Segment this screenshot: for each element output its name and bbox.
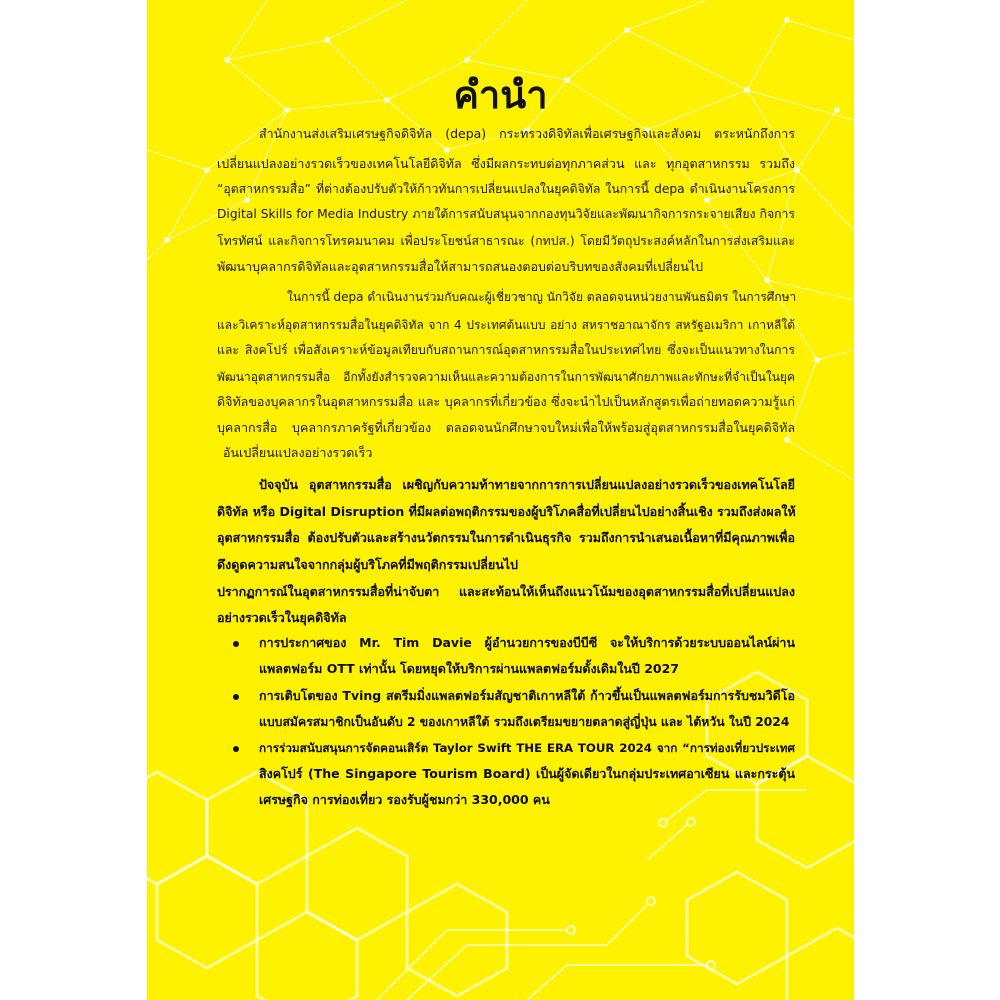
document-page	[147, 0, 854, 1000]
text-line: ดึงดูดความสนใจจากกลุ่มผู้บริโภคที่มีพฤติกรรมเปลี่ยนไป	[217, 557, 518, 572]
text-line: “อุตสาหกรรมสื่อ” ที่ต่างต้องปรับตัวให้ก้าวทันการเปลี่ยนแปลงในยุคดิจิทัล ในการนี้ depa ดำเนินงานโครงการ	[217, 182, 795, 196]
text-line: ดิจิทัล หรือ Digital Disruption ที่มีผลต่อพฤติกรรมของผู้บริโภคสื่อที่เปลี่ยนไปอย่างสิ้นเชิง รวมถึงส่งผลให้	[217, 504, 796, 519]
page-title: คำนำ	[453, 73, 548, 117]
text-line: เศรษฐกิจ การท่องเที่ยว รองรับผู้ชมกว่า 330,000 คน	[259, 792, 550, 807]
text-line: การร่วมสนับสนุนการจัดคอนเสิร์ต Taylor Swift THE ERA TOUR 2024 จาก “การท่องเที่ยวประเทศ	[259, 741, 795, 755]
text-line: ปรากฏการณ์ในอุตสาหกรรมสื่อที่น่าจับตา และสะท้อนให้เห็นถึงแนวโน้มของอุตสาหกรรมสื่อที่เปลี่ยนแปลง	[217, 584, 795, 599]
text-line: แพลตฟอร์ม OTT เท่านั้น โดยหยุดให้บริการผ่านแพลตฟอร์มดั้งเดิมในปี 2027	[259, 661, 680, 676]
text-line: ดิจิทัลของบุคลากรในอุตสาหกรรมสื่อ และ บุคลากรที่เกี่ยวข้อง ซึ่งจะนำไปเป็นหลักสูตรเพื่อถ่ายทอดความรู้แก่	[217, 394, 795, 409]
text-line: อันเปลี่ยนแปลงอย่างรวดเร็ว	[223, 445, 373, 460]
text-line: สิงคโปร์ (The Singapore Tourism Board) เป็นผู้จัดเดียวในกลุ่มประเทศอาเซียน และกระตุ้น	[259, 766, 795, 781]
text-line: ปัจจุบัน อุตสาหกรรมสื่อ เผชิญกับความท้าทายจากการการเปลี่ยนแปลงอย่างรวดเร็วของเทคโนโลยี	[259, 477, 795, 492]
text-line: ในการนี้ depa ดำเนินงานร่วมกับคณะผู้เชี่ยวชาญ นักวิจัย ตลอดจนหน่วยงานพันธมิตร ในการศึกษา	[287, 290, 797, 304]
text-line: อย่างรวดเร็วในยุคดิจิทัล	[217, 610, 347, 625]
bullet-icon	[233, 694, 239, 700]
text-line: การเติบโตของ Tving สตรีมมิ่งแพลตฟอร์มสัญชาติเกาหลีใต้ ก้าวขึ้นเป็นแพลตฟอร์มการรับชมวิดีโอ	[259, 688, 795, 703]
document-content	[147, 0, 854, 1000]
text-line: พัฒนาบุคลากรดิจิทัลและอุตสาหกรรมสื่อให้สามารถสนองตอบต่อบริบทของสังคมที่เปลี่ยนไป	[217, 259, 704, 274]
text-line: อุตสาหกรรมสื่อ ต้องปรับตัวและสร้างนวัตกรรมในการดำเนินธุรกิจ รวมถึงการนำเสนอเนื้อหาที่มีคุณภาพเพื่อ	[217, 530, 795, 545]
text-line: แบบสมัครสมาชิกเป็นอันดับ 2 ของเกาหลีใต้ รวมถึงเตรียมขยายตลาดสู่ญี่ปุ่น และ ไต้หวัน ในปี 2024	[259, 715, 790, 729]
text-line: สำนักงานส่งเสริมเศรษฐกิจดิจิทัล (depa) กระทรวงดิจิทัลเพื่อเศรษฐกิจและสังคม ตระหนักถึงการ	[259, 126, 795, 141]
bullet-icon	[233, 746, 239, 752]
bullet-icon	[233, 641, 239, 647]
text-line: บุคลากรสื่อ บุคลากรภาครัฐที่เกี่ยวข้อง ตลอดจนนักศึกษาจบใหม่เพื่อให้พร้อมสู่อุตสาหกรรมสื่อในยุคดิจิทัล	[217, 420, 795, 435]
text-line: และ สิงคโปร์ เพื่อสังเคราะห์ข้อมูลเทียบกับสถานการณ์อุตสาหกรรมสื่อในประเทศไทย ซึ่งจะเป็นแนวทางในการ	[217, 343, 795, 357]
text-line: เปลี่ยนแปลงอย่างรวดเร็วของเทคโนโลยีดิจิทัล ซึ่งมีผลกระทบต่อทุกภาคส่วน และ ทุกอุตสาหกรรม รวมถึง	[217, 156, 795, 171]
text-line: พัฒนาอุตสาหกรรมสื่อ อีกทั้งยังสำรวจความเห็นและความต้องการในการพัฒนาศักยภาพและทักษะที่จำเป็นในยุค	[217, 370, 795, 384]
text-line: การประกาศของ Mr. Tim Davie ผู้อำนวยการของบีบีซี จะให้บริการด้วยระบบออนไลน์ผ่าน	[259, 635, 795, 650]
text-line: และวิเคราะห์อุตสาหกรรมสื่อในยุคดิจิทัล จาก 4 ประเทศต้นแบบ อย่าง สหราชอาณาจักร สหรัฐอเมริกา เกาหลีใต้	[217, 318, 795, 332]
text-line: โทรทัศน์ และกิจการโทรคมนาคม เพื่อประโยชน์สาธารณะ (กทปส.) โดยมีวัตถุประสงค์หลักในการส่งเสริมและ	[217, 234, 795, 248]
text-line: Digital Skills for Media Industry ภายใต้การสนับสนุนจากกองทุนวิจัยและพัฒนากิจการกระจายเสียง กิจการ	[217, 207, 795, 221]
